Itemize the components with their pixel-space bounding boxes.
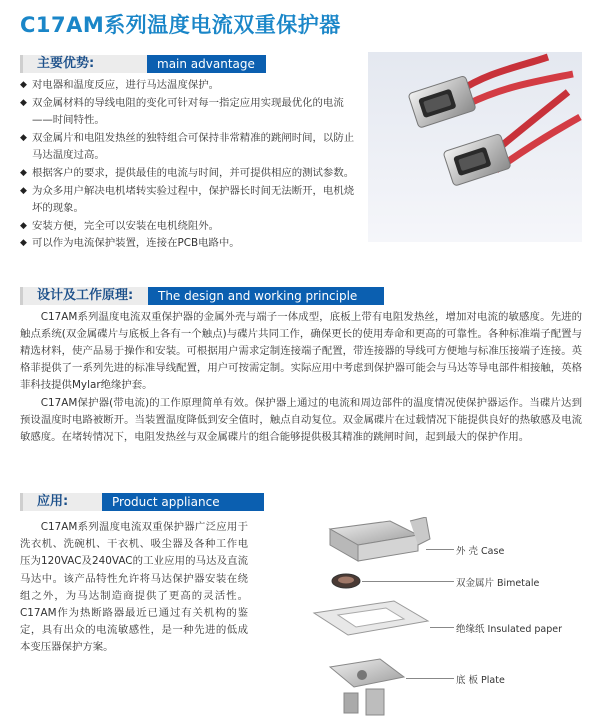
list-item: ◆ 根据客户的要求，提供最佳的电流与时间，并可提供相应的测试参数。 <box>20 165 360 183</box>
bullet-diamond-icon: ◆ <box>20 80 27 90</box>
exploded-view-diagram <box>300 517 440 720</box>
insulated-paper-label: 绝缘纸 Insulated paper <box>456 624 563 635</box>
bullet-diamond-icon: ◆ <box>20 132 27 143</box>
bimetal-label: 双金属片 Bimetale <box>456 578 540 589</box>
product-photo <box>368 52 582 242</box>
list-item: ◆ 为众多用户解决电机堵转实验过程中，保护器长时间无法断开，电机烧坏的现象。 <box>20 184 355 215</box>
plate-label: 底 板 Plate <box>456 675 505 686</box>
insulated-paper-part <box>314 601 428 635</box>
design-title-en: The design and working principle <box>148 287 384 305</box>
bimetal-leader-line <box>362 581 454 582</box>
bullet-diamond-icon: ◆ <box>20 238 27 249</box>
advantage-title-en: main advantage <box>147 55 266 73</box>
application-title-cn: 应用: <box>20 493 102 511</box>
advantage-title-cn: 主要优势: <box>20 55 147 73</box>
bimetal-part <box>332 574 360 588</box>
bullet-diamond-icon: ◆ <box>20 220 27 231</box>
design-paragraph-1: C17AM系列温度电流双重保护器的金属外壳与端子一体成型，底板上带有电阻发热丝，增加对电流的敏感度。先进的触点系统(双金属碟片与底板上各有一个触点)与碟片共同工作，确保更长的使用寿命和更高的可靠性。各种标准端子配置与精选材料，使产品易于操作和安装。可根据用户需求定制连接端子配置，带连接器的导线可方便地与标准压接端子连接。英格菲提供了一系列先进的标准导线配置，用户可按需定制。实际应用中考虑到保护器可能会与马达等导电部件相接触，英格菲科技提供Mylar绝缘护套。 <box>20 311 582 391</box>
application-header <box>20 493 264 511</box>
paper-leader-line <box>430 627 454 628</box>
design-header <box>20 287 384 305</box>
case-leader-line <box>426 549 454 550</box>
design-paragraph-2: C17AM保护器(带电流)的工作原理简单有效。保护器上通过的电流和周边部件的温度情况使保护器运作。当碟片达到预设温度时电路被断开。当装置温度降低到安全值时，触点自动复位。双金属碟片在过载情况下能提供良好的热敏感及电流敏感度。在堵转情况下，电阻发热丝与双金属碟片的组合能够提供极其精准的跳闸时间，起到最大的保护作用。 <box>20 397 582 443</box>
case-part <box>330 517 430 561</box>
design-title-cn: 设计及工作原理: <box>20 287 148 305</box>
bullet-diamond-icon: ◆ <box>20 97 27 108</box>
list-item: ◆ 双金属片和电阻发热丝的独特组合可保持非常精准的跳闸时间，以防止马达温度过高。 <box>20 131 355 162</box>
advantage-list <box>20 77 360 253</box>
page-title: C17AM系列温度电流双重保护器 <box>20 13 341 37</box>
list-item: ◆ 双金属材料的导线电阻的变化可针对每一指定应用实现最优化的电流——时间特性。 <box>20 96 344 127</box>
case-label: 外 壳 Case <box>456 546 505 557</box>
advantage-header <box>20 55 266 73</box>
application-title-en: Product appliance <box>102 493 264 511</box>
plate-leader-line <box>406 678 454 679</box>
bullet-diamond-icon: ◆ <box>20 185 27 196</box>
bullet-diamond-icon: ◆ <box>20 167 27 178</box>
application-text: C17AM系列温度电流双重保护器广泛应用于洗衣机、洗碗机、干衣机、吸尘器及各种工作电压为120VAC及240VAC的工业应用的马达及直流马达中。该产品特性允许将马达保护器安装在绕组之外，为马达制造商提供了更高的灵活性。C17AM作为热断路器最近已通过有关机构的鉴定，具有出众的电流敏感性，是一种先进的低成本变压器保护方案。 <box>20 521 248 654</box>
list-item: ◆ 对电器和温度反应，进行马达温度保护。 <box>20 77 360 95</box>
plate-part <box>330 659 404 715</box>
list-item: ◆ 可以作为电流保护装置，连接在PCB电路中。 <box>20 235 360 253</box>
list-item: ◆ 安装方便，完全可以安装在电机绕阻外。 <box>20 218 360 236</box>
